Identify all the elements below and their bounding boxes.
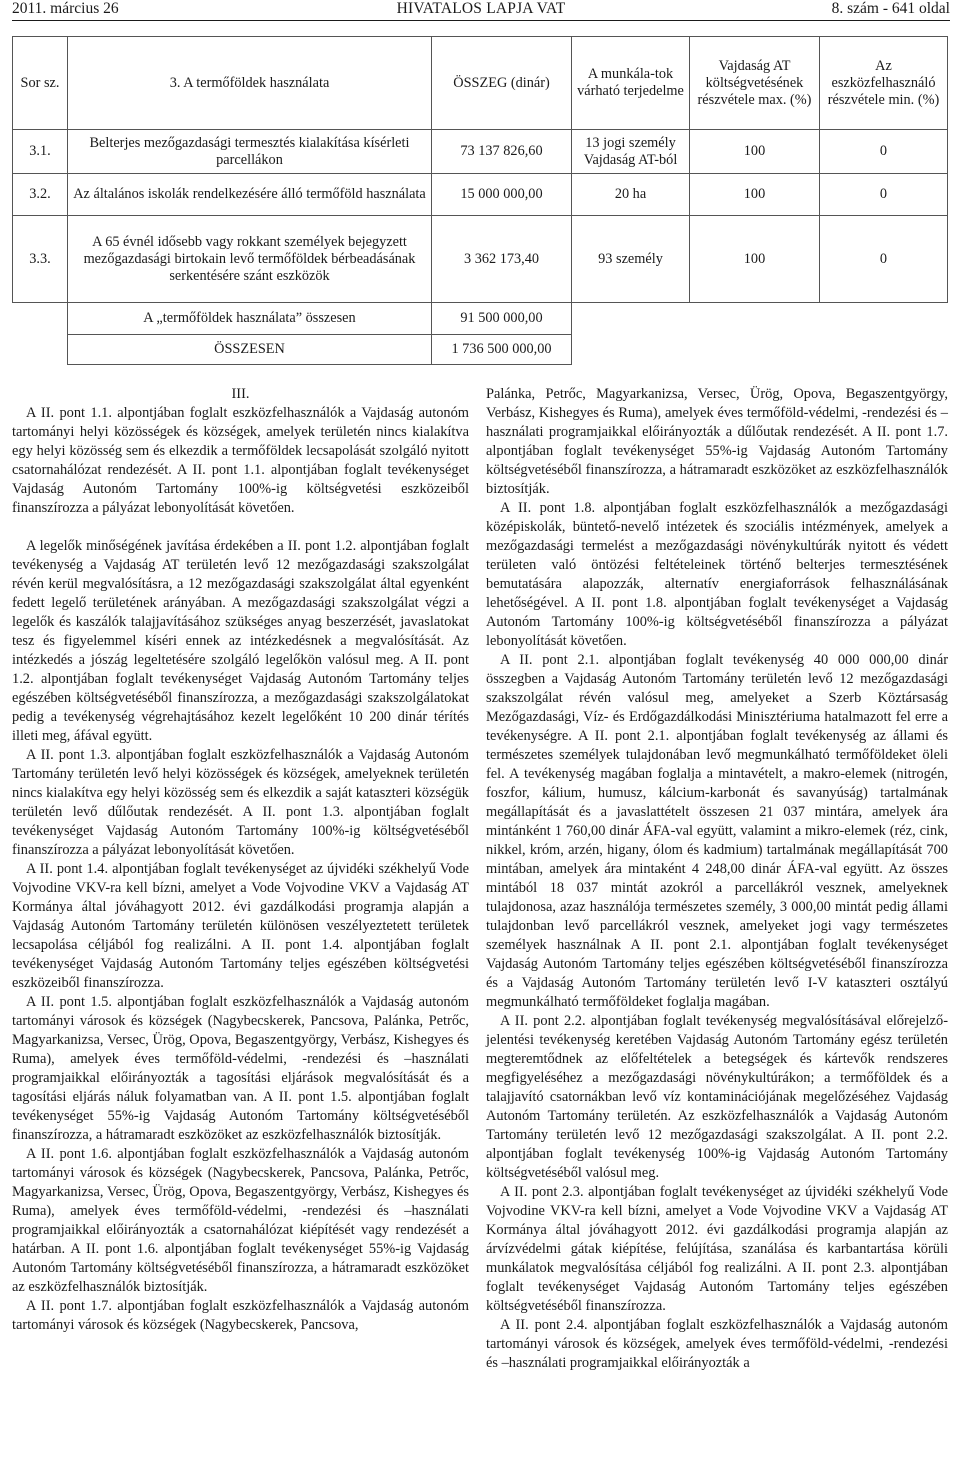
total-label: ÖSSZESEN	[68, 335, 432, 365]
col-header-user-min: Az eszközfelhasználó részvétele min. (%)	[820, 37, 948, 130]
row-scope: 20 ha	[572, 174, 690, 216]
page-header	[12, 0, 950, 20]
header-date: 2011. március 26	[12, 0, 119, 17]
left-column	[12, 385, 469, 1335]
table-row	[13, 216, 948, 303]
row-min: 0	[820, 174, 948, 216]
table-header-row	[13, 37, 948, 130]
paragraph: A legelők minőségének javítása érdekében a II. pont 1.2. alpontjában foglalt tevékenység a Vajdaság AT területén levő 12 mezőgazdasági szakszolgálat révén kerül megvalósításra, a 12 mezőgazdasági szakszolgálat által egyenként fedett legelő területének arányában. A mezőgazdasági szakszolgálat végzi a legelők és kaszálók talajjavításához szükséges anyag beszerzését, javaslatokat tesz és figyelemmel kíséri ennek az intézkedésnek a megvalósítását. Az intézkedés a jószág legeltetésére szolgáló legelőkön valósul meg. A II. pont 1.2. alpontjában foglalt tevékenységet Vajdaság Autonóm Tartomány teljes egészében költségvetéséből finanszírozza, a mezőgazdasági szakszolgálatokat pedig a tevékenység végrehajtásához kezelt legelőként 10 200 dinár térítés illeti meg, áfával együtt.	[12, 538, 469, 744]
section-heading: III.	[231, 386, 250, 402]
total-amount: 1 736 500 000,00	[432, 335, 572, 365]
row-min: 0	[820, 130, 948, 174]
row-no: 3.3.	[13, 216, 68, 303]
subtotal-row	[13, 303, 948, 335]
header-rule	[12, 20, 950, 21]
paragraph: A II. pont 1.3. alpontjában foglalt eszközfelhasználók a Vajdaság Autonóm Tartomány területén levő helyi közösségek és községek, amelyeknek területén nincs kialakítva egy helyi közösség sem és elkezdik a saját kataszteri községük területén levő dűlőutak rendezését. A II. pont 1.3. alpontjában foglalt tevékenységet Vajdaság Autonóm Tartomány 100%-ig költségvetéséből finanszírozza a pályázat lebonyolítását követően.	[12, 747, 469, 858]
paragraph: A II. pont 1.4. alpontjában foglalt tevékenységet az újvidéki székhelyű Vode Vojvodine VKV-ra kell bízni, amelyet a Vode Vojvodine VKV a Vajdaság AT Kormánya által jóváhagyott 2012. évi gazdálkodási programja alapján a Vajdaság Autonóm Tartomány területén különösen veszélyeztetett területek lecsapolása céljából fog realizálni. A II. pont 1.4. alpontjában foglalt tevékenységet Vajdaság Autonóm Tartomány teljes egészében költségvetési eszközeiből finanszírozza.	[12, 861, 469, 991]
row-max: 100	[690, 216, 820, 303]
paragraph: A II. pont 2.2. alpontjában foglalt tevékenység megvalósításával előrejelző-jelentési tevékenység keretében Vajdaság Autonóm Tartomány egész területén megteremtődnek az előfeltételek a betegségek és kártevők rendszeres megfigyeléséhez a mezőgazdasági növénykultúrákon; a termőföldek és a talajjavító csatornákban levő víz kontaminációjának megelőzéséhez Vajdaság Autonóm Tartomány területén. Az eszközfelhasználók a Vajdaság Autonóm Tartomány területén levő 12 mezőgazdasági szakszolgálat. A II. pont 2.2. alpontjában foglalt tevékenység 100%-ig Vajdaság Autonóm Tartomány költségvetéséből valósul meg.	[486, 1013, 948, 1181]
row-scope: 13 jogi személy Vajdaság AT-ból	[572, 130, 690, 174]
right-column	[486, 385, 948, 1373]
col-header-at-max: Vajdaság AT költségvetésének részvétele max. (%)	[690, 37, 820, 130]
paragraph: A II. pont 1.6. alpontjában foglalt eszközfelhasználók a Vajdaság autonóm tartományi városok és községek (Nagybecskerek, Pancsova, Palánka, Petrőc, Magyarkanizsa, Versec, Ürög, Opova, Begaszentgyörgy, Verbász, Kishegyes és Ruma), amelyek éves termőföld-védelmi, -rendezési és –használati programjaikkal előirányozták a csatornahálózat kiépítését vagy rendezését a határban. A II. pont 1.6. alpontjában foglalt tevékenységet 55%-ig Vajdaság Autonóm Tartomány költségvetéséből finanszírozza, a hátramaradt eszközöket az eszközfelhasználók biztosítják.	[12, 1146, 469, 1295]
paragraph: A II. pont 2.1. alpontjában foglalt tevékenység 40 000 000,00 dinár összegben a Vajdaság Autonóm Tartomány területén levő 12 mezőgazdasági szakszolgálat révén valósul meg, amelyeket a Szerb Köztársaság Mezőgazdasági, Víz- és Erdőgazdálkodási Minisztériuma hatalmazott fel erre a tevékenységre. A II. pont 2.1. alpontjában foglalt tevékenység az állami és természetes személyek tulajdonában levő megmunkálható termőföldeket öleli fel. A tevékenység magában foglalja a mintavételt, a makro-elemek (nitrogén, foszfor, kálium, humusz, kálcium-karbonát és savanyúság) tartalmának megállapítását és a javaslattételt összesen 21 037 mintára, amelyek ára mintánként 1 760,00 dinár ÁFA-val együtt, valamint a mikro-elemek (réz, cink, nikkel, króm, arzén, higany, ólom és kadmium) tartalmának megállapítását 700 mintában, amelyek ára mintaként 4 248,00 dinár ÁFA-val együtt. Az összes mintából 18 037 mintát azokról a parcellákról vesznek, amelyeknek tulajdonosa, azaz használója természetes személy, 3 000,00 mintát pedig állami tulajdonban levő parcellákról vesznek, amelyeket jogi vagy természetes személyek használnak A II. pont 2.1. alpontjában foglalt tevékenységet Vajdaság Autonóm Tartomány teljes egészében költségvetéséből finanszírozza és a Vajdaság Autonóm Tartomány területén levő I-V kataszteri osztályú megmunkálható termőföldeket foglalja magában.	[486, 652, 948, 1010]
paragraph: A II. pont 1.1. alpontjában foglalt eszközfelhasználók a Vajdaság autonóm tartományi helyi közösségek és községek, amelyek területén nincs kialakítva egy helyi közösség sem és elkezdik a termőföldek lecsapolását szolgáló nyitott csatornahálózat rendezését. A II. pont 1.1. alpontjában foglalt tevékenységet Vajdaság Autonóm Tartomány 100%-ig költségvetési eszközeiből finanszírozza a pályázat lebonyolítását követően.	[12, 405, 469, 516]
paragraph: Palánka, Petrőc, Magyarkanizsa, Versec, Ürög, Opova, Begaszentgyörgy, Verbász, Kishegyes és Ruma), amelyek éves termőföld-védelmi, -rendezési és –használati programjaikkal előirányozták a dűlőutak rendezését. A II. pont 1.7. alpontjában foglalt tevékenységet 55%-ig Vajdaság Autonóm Tartomány költségvetéséből finanszírozza, a hátramaradt eszközöket az eszközfelhasználók biztosítják.	[486, 386, 948, 497]
paragraph: A II. pont 1.5. alpontjában foglalt eszközfelhasználók a Vajdaság autonóm tartományi városok és községek (Nagybecskerek, Pancsova, Palánka, Petrőc, Magyarkanizsa, Versec, Ürög, Opova, Begaszentgyörgy, Verbász, Kishegyes és Ruma), amelyek éves termőföld-védelmi, -rendezési és –használati programjaikkal előirányozták a tagosítási eljárások megvalósítását és a tagosítási eljárás náluk folyamatban van. A II. pont 1.5. alpontjában foglalt tevékenységet 55%-ig Vajdaság Autonóm Tartomány költségvetéséből finanszírozza, a hátramaradt eszközöket az eszközfelhasználók biztosítják.	[12, 994, 469, 1143]
header-title: HIVATALOS LAPJA VAT	[396, 0, 566, 17]
paragraph: A II. pont 1.8. alpontjában foglalt eszközfelhasználók a mezőgazdasági középiskolák, büntető-nevelő intézetek és szociális intézmények, amelyek a mezőgazdasági termelést a mezőgazdasági növénykultúrák nyitott és védett területen való öntözési feltételeinek történő belterjes termesztésének bemutatására alapozzák, alternatív energiaforrások felhasználásának lehetőségével. A II. pont 1.8. alpontjában foglalt tevékenységet a Vajdaság Autonóm Tartomány 100%-ig költségvetéséből finanszírozza a pályázat lebonyolítását követően.	[486, 500, 948, 649]
paragraph: A II. pont 2.4. alpontjában foglalt eszközfelhasználók a Vajdaság autonóm tartományi városok és községek, amelyek éves termőföld-védelmi, -rendezési és –használati programjaikkal előirányozták a	[486, 1317, 948, 1371]
row-max: 100	[690, 130, 820, 174]
col-header-section: 3. A termőföldek használata	[68, 37, 432, 130]
table-row	[13, 174, 948, 216]
row-scope: 93 személy	[572, 216, 690, 303]
table-row	[13, 130, 948, 174]
total-row	[13, 335, 948, 365]
row-amount: 3 362 173,40	[432, 216, 572, 303]
col-header-scope: A munkála-tok várható terjedelme	[572, 37, 690, 130]
budget-table	[12, 36, 948, 365]
row-desc: Belterjes mezőgazdasági termesztés kialakítása kísérleti parcellákon	[68, 130, 432, 174]
header-page-number: 8. szám - 641 oldal	[831, 0, 950, 17]
paragraph: A II. pont 2.3. alpontjában foglalt tevékenységet az újvidéki székhelyű Vode Vojvodine VKV-ra kell bízni, amelyet a Vode Vojvodine VKV a Vajdaság AT Kormánya által jóváhagyott 2012. évi gazdálkodási programja alapján az árvízvédelmi gátak kiépítése, felújítása, szanálása és karbantartása körüli munkálatok megvalósítása céljából fog realizálni. A II. pont 2.3. alpontjában foglalt tevékenységet Vajdaság Autonóm Tartomány teljes egészében költségvetéséből finanszírozza.	[486, 1184, 948, 1314]
row-no: 3.1.	[13, 130, 68, 174]
row-min: 0	[820, 216, 948, 303]
subtotal-amount: 91 500 000,00	[432, 303, 572, 335]
subtotal-label: A „termőföldek használata” összesen	[68, 303, 432, 335]
col-header-no: Sor sz.	[13, 37, 68, 130]
col-header-amount: ÖSSZEG (dinár)	[432, 37, 572, 130]
row-max: 100	[690, 174, 820, 216]
paragraph: A II. pont 1.7. alpontjában foglalt eszközfelhasználók a Vajdaság autonóm tartományi városok és községek (Nagybecskerek, Pancsova,	[12, 1298, 469, 1333]
row-desc: A 65 évnél idősebb vagy rokkant személyek bejegyzett mezőgazdasági birtokain levő termőföldek bérbeadásának serkentésére szánt eszközök	[68, 216, 432, 303]
row-amount: 15 000 000,00	[432, 174, 572, 216]
row-amount: 73 137 826,60	[432, 130, 572, 174]
row-desc: Az általános iskolák rendelkezésére álló termőföld használata	[68, 174, 432, 216]
row-no: 3.2.	[13, 174, 68, 216]
